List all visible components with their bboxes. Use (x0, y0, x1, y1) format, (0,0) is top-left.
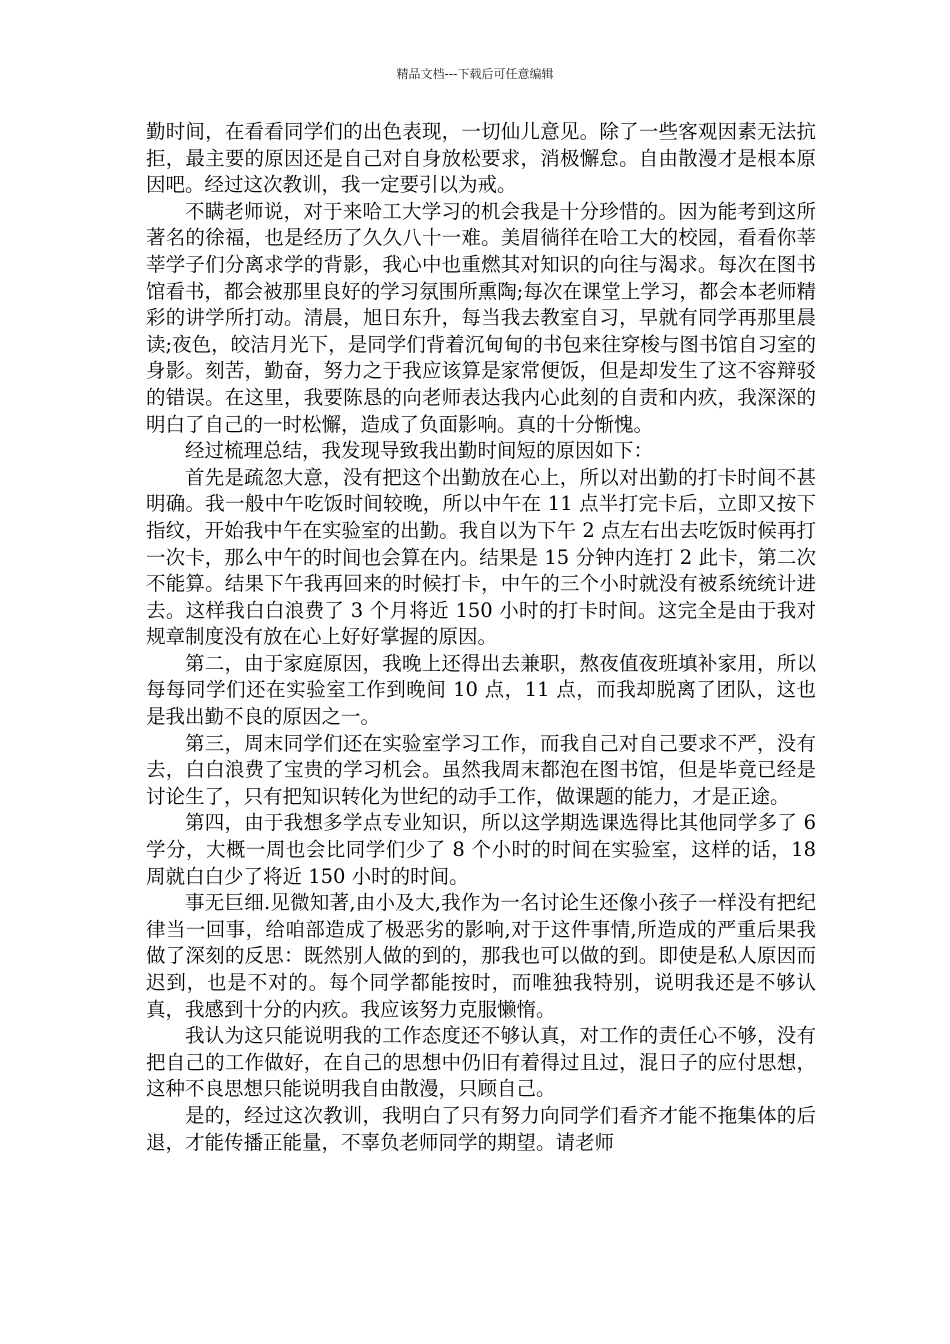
paragraph-8: 事无巨细.见微知著,由小及大,我作为一名讨论生还像小孩子一样没有把纪律当一回事，给咱部造成了极恶劣的影响,对于这件事情,所造成的严重后果我做了深刻的反思：既然别人做的到的，那我也可以做的到。即使是私人原因而迟到，也是不对的。每个同学都能按时，而唯独我特别，说明我还是不够认真，我感到十分的内疚。我应该努力克服懒惰。 (146, 891, 816, 1021)
paragraph-7: 第四，由于我想多学点专业知识，所以这学期选课选得比其他同学多了 6 学分，大概一周也会比同学们少了 8 个小时的时间在实验室，这样的话，18 周就白白少了将近 150 小时的时间。 (146, 811, 816, 888)
paragraph-6: 第三，周末同学们还在实验室学习工作，而我自己对自己要求不严，没有去，白白浪费了宝贵的学习机会。虽然我周末都泡在图书馆，但是毕竟已经是讨论生了，只有把知识转化为世纪的动手工作，做课题的能力，才是正途。 (146, 731, 816, 808)
paragraph-2: 不瞒老师说，对于来哈工大学习的机会我是十分珍惜的。因为能考到这所著名的徐福，也是经历了久久八十一难。美眉徜徉在哈工大的校园，看看你莘莘学子们分离求学的背影，我心中也重燃其对知识的向往与渴求。每次在图书馆看书，都会被那里良好的学习氛围所熏陶;每次在课堂上学习，都会本老师精彩的讲学所打动。清晨，旭日东升，每当我去教室自习，早就有同学再那里晨读;夜色，皎洁月光下，是同学们背着沉甸甸的书包来往穿梭与图书馆自习室的身影。刻苦，勤奋，努力之于我应该算是家常便饭，但是却发生了这不容辩驳的错误。在这里，我要陈恳的向老师表达我内心此刻的自责和内疚，我深深的明白了自己的一时松懈，造成了负面影响。真的十分惭愧。 (146, 199, 816, 436)
paragraph-10: 是的，经过这次教训，我明白了只有努力向同学们看齐才能不拖集体的后退，才能传播正能量，不辜负老师同学的期望。请老师 (146, 1103, 816, 1154)
paragraph-9: 我认为这只能说明我的工作态度还不够认真，对工作的责任心不够，没有把自己的工作做好，在自己的思想中仍旧有着得过且过，混日子的应付思想，这种不良思想只能说明我自由散漫，只顾自己。 (146, 1024, 816, 1101)
document-body (146, 119, 816, 1156)
paragraph-4: 首先是疏忽大意，没有把这个出勤放在心上，所以对出勤的打卡时间不甚明确。我一般中午吃饭时间较晚，所以中午在 11 点半打完卡后，立即又按下指纹，开始我中午在实验室的出勤。我自以为下午 2 点左右出去吃饭时候再打一次卡，那么中午的时间也会算在内。结果是 15 分钟内连打 2 此卡，第二次不能算。结果下午我再回来的时候打卡，中午的三个小时就没有被系统统计进去。这样我白白浪费了 3 个月将近 150 小时的打卡时间。这完全是由于我对规章制度没有放在心上好好掌握的原因。 (146, 465, 816, 649)
paragraph-3: 经过梳理总结，我发现导致我出勤时间短的原因如下： (185, 439, 654, 463)
paragraph-5: 第二，由于家庭原因，我晚上还得出去兼职，熬夜值夜班填补家用，所以每每同学们还在实验室工作到晚间 10 点，11 点，而我却脱离了团队，这也是我出勤不良的原因之一。 (146, 651, 816, 729)
paragraph-1: 勤时间，在看看同学们的出色表现，一切仙儿意见。除了一些客观因素无法抗拒，最主要的原因还是自己对自身放松要求，消极懈怠。自由散漫才是根本原因吧。经过这次教训，我一定要引以为戒。 (146, 120, 816, 197)
page-header: 精品文档---下载后可任意编辑 (396, 67, 554, 81)
